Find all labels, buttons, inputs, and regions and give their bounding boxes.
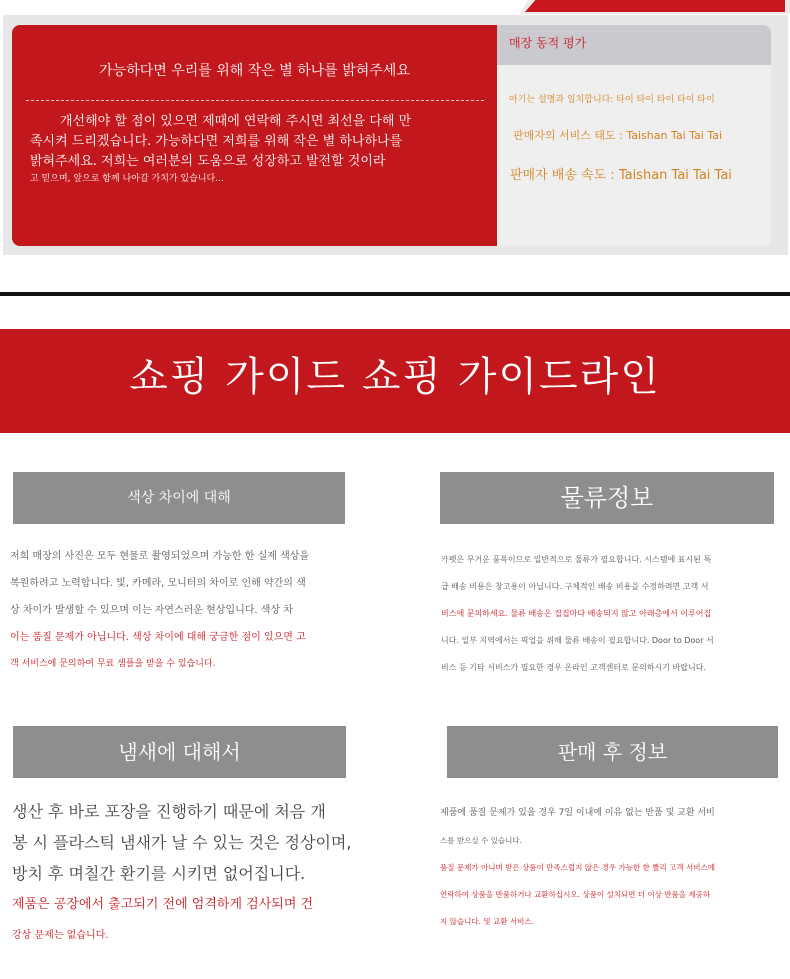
rating-service-attitude: 판매자의 서비스 태도 : Taishan Tai Tai Tai [513,129,723,142]
review-body-line: 밝혀주세요. 저희는 여러분의 도움으로 성장하고 발전할 것이라 [30,154,386,169]
color-difference-header: 색상 차이에 대해 [13,472,345,524]
after-sale-header: 판매 후 정보 [447,726,778,778]
text-line: 제품에 품질 문제가 있을 경우 7일 이내에 이유 없는 반품 및 교환 서비 [440,808,715,818]
text-line-highlight: 비스에 문의하세요. 물류 배송은 집집마다 배송되지 않고 아래층에서 이루어집 [441,609,712,618]
text-line: 급 배송 비용은 창고용이 아닙니다. 구체적인 배송 비용을 수정하려면 고객 서 [441,582,709,591]
review-body-line: 개선해야 할 점이 있으면 제때에 연락해 주시면 최선을 다해 만 [60,114,412,129]
text-line: 비스 등 기타 서비스가 필요한 경우 온라인 고객센터로 문의하시기 바랍니다. [441,663,706,672]
text-line: 저희 매장의 사진은 모두 현물로 촬영되었으며 가능한 한 실제 색상을 [10,551,310,562]
banner-title: 쇼핑 가이드 쇼핑 가이드라인 [129,354,661,400]
rating-description-match: 아기는 설명과 일치합니다: 타이 타이 타이 타이 타이 [509,95,715,105]
text-line-highlight: 연락하여 상품을 반품하거나 교환하십시오. 상품이 설치되면 더 이상 반품을 제공하 [440,890,711,899]
text-line-highlight: 지 않습니다. 및 교환 서비스. [440,917,534,926]
text-line: 생산 후 바로 포장을 진행하기 때문에 처음 개 [12,802,326,821]
text-line-highlight: 객 서비스에 문의하여 무료 샘플을 받을 수 있습니다. [10,659,216,669]
review-request-body [30,112,460,186]
dashed-divider [26,100,484,101]
rating-title: 매장 동적 평가 [509,36,587,50]
review-body-line: 족시켜 드리겠습니다. 가능하다면 저희를 위해 작은 별 하나하나를 [30,134,403,149]
text-line: 방치 후 며칠간 환기를 시키면 없어집니다. [12,864,306,883]
text-line: 카펫은 무거운 품목이므로 일반적으로 물류가 필요합니다. 시스템에 표시된 특 [441,555,712,564]
top-tab [525,0,785,12]
text-line-highlight: 품질 문제가 아니며 받은 상품이 만족스럽지 않은 경우 가능한 한 빨리 고객 서비스에 [440,863,715,872]
section-divider [0,292,790,296]
smell-text [12,796,357,951]
review-request-title: 가능하다면 우리를 위해 작은 별 하나를 밝혀주세요 [99,63,410,79]
text-line: 봉 시 플라스틱 냄새가 날 수 있는 것은 정상이며, [12,833,352,852]
color-difference-text [10,543,355,678]
after-sale-text [440,800,785,935]
text-line: 상 차이가 발생할 수 있으며 이는 자연스러운 현상입니다. 색상 차 [10,605,293,616]
smell-header: 냄새에 대해서 [13,726,346,778]
logistics-text [441,546,786,681]
text-line: 스를 받으실 수 있습니다. [440,836,522,845]
text-line-highlight: 제품은 공장에서 출고되기 전에 엄격하게 검사되며 건 [12,897,314,912]
review-body-line: 고 믿으며, 앞으로 함께 나아갈 가치가 있습니다... [30,174,224,184]
text-line-highlight: 이는 품질 문제가 아닙니다. 색상 차이에 대해 궁금한 점이 있으면 고 [10,632,306,643]
text-line: 니다. 일부 지역에서는 픽업을 위해 물류 배송이 필요합니다. Door to Door 서 [441,636,714,645]
text-line: 복원하려고 노력합니다. 빛, 카메라, 모니터의 차이로 인해 약간의 색 [10,578,306,589]
logistics-header: 물류정보 [440,472,774,524]
rating-delivery-speed: 판매자 배송 속도 : Taishan Tai Tai Tai [510,168,732,183]
text-line-highlight: 강상 문제는 없습니다. [12,930,109,941]
